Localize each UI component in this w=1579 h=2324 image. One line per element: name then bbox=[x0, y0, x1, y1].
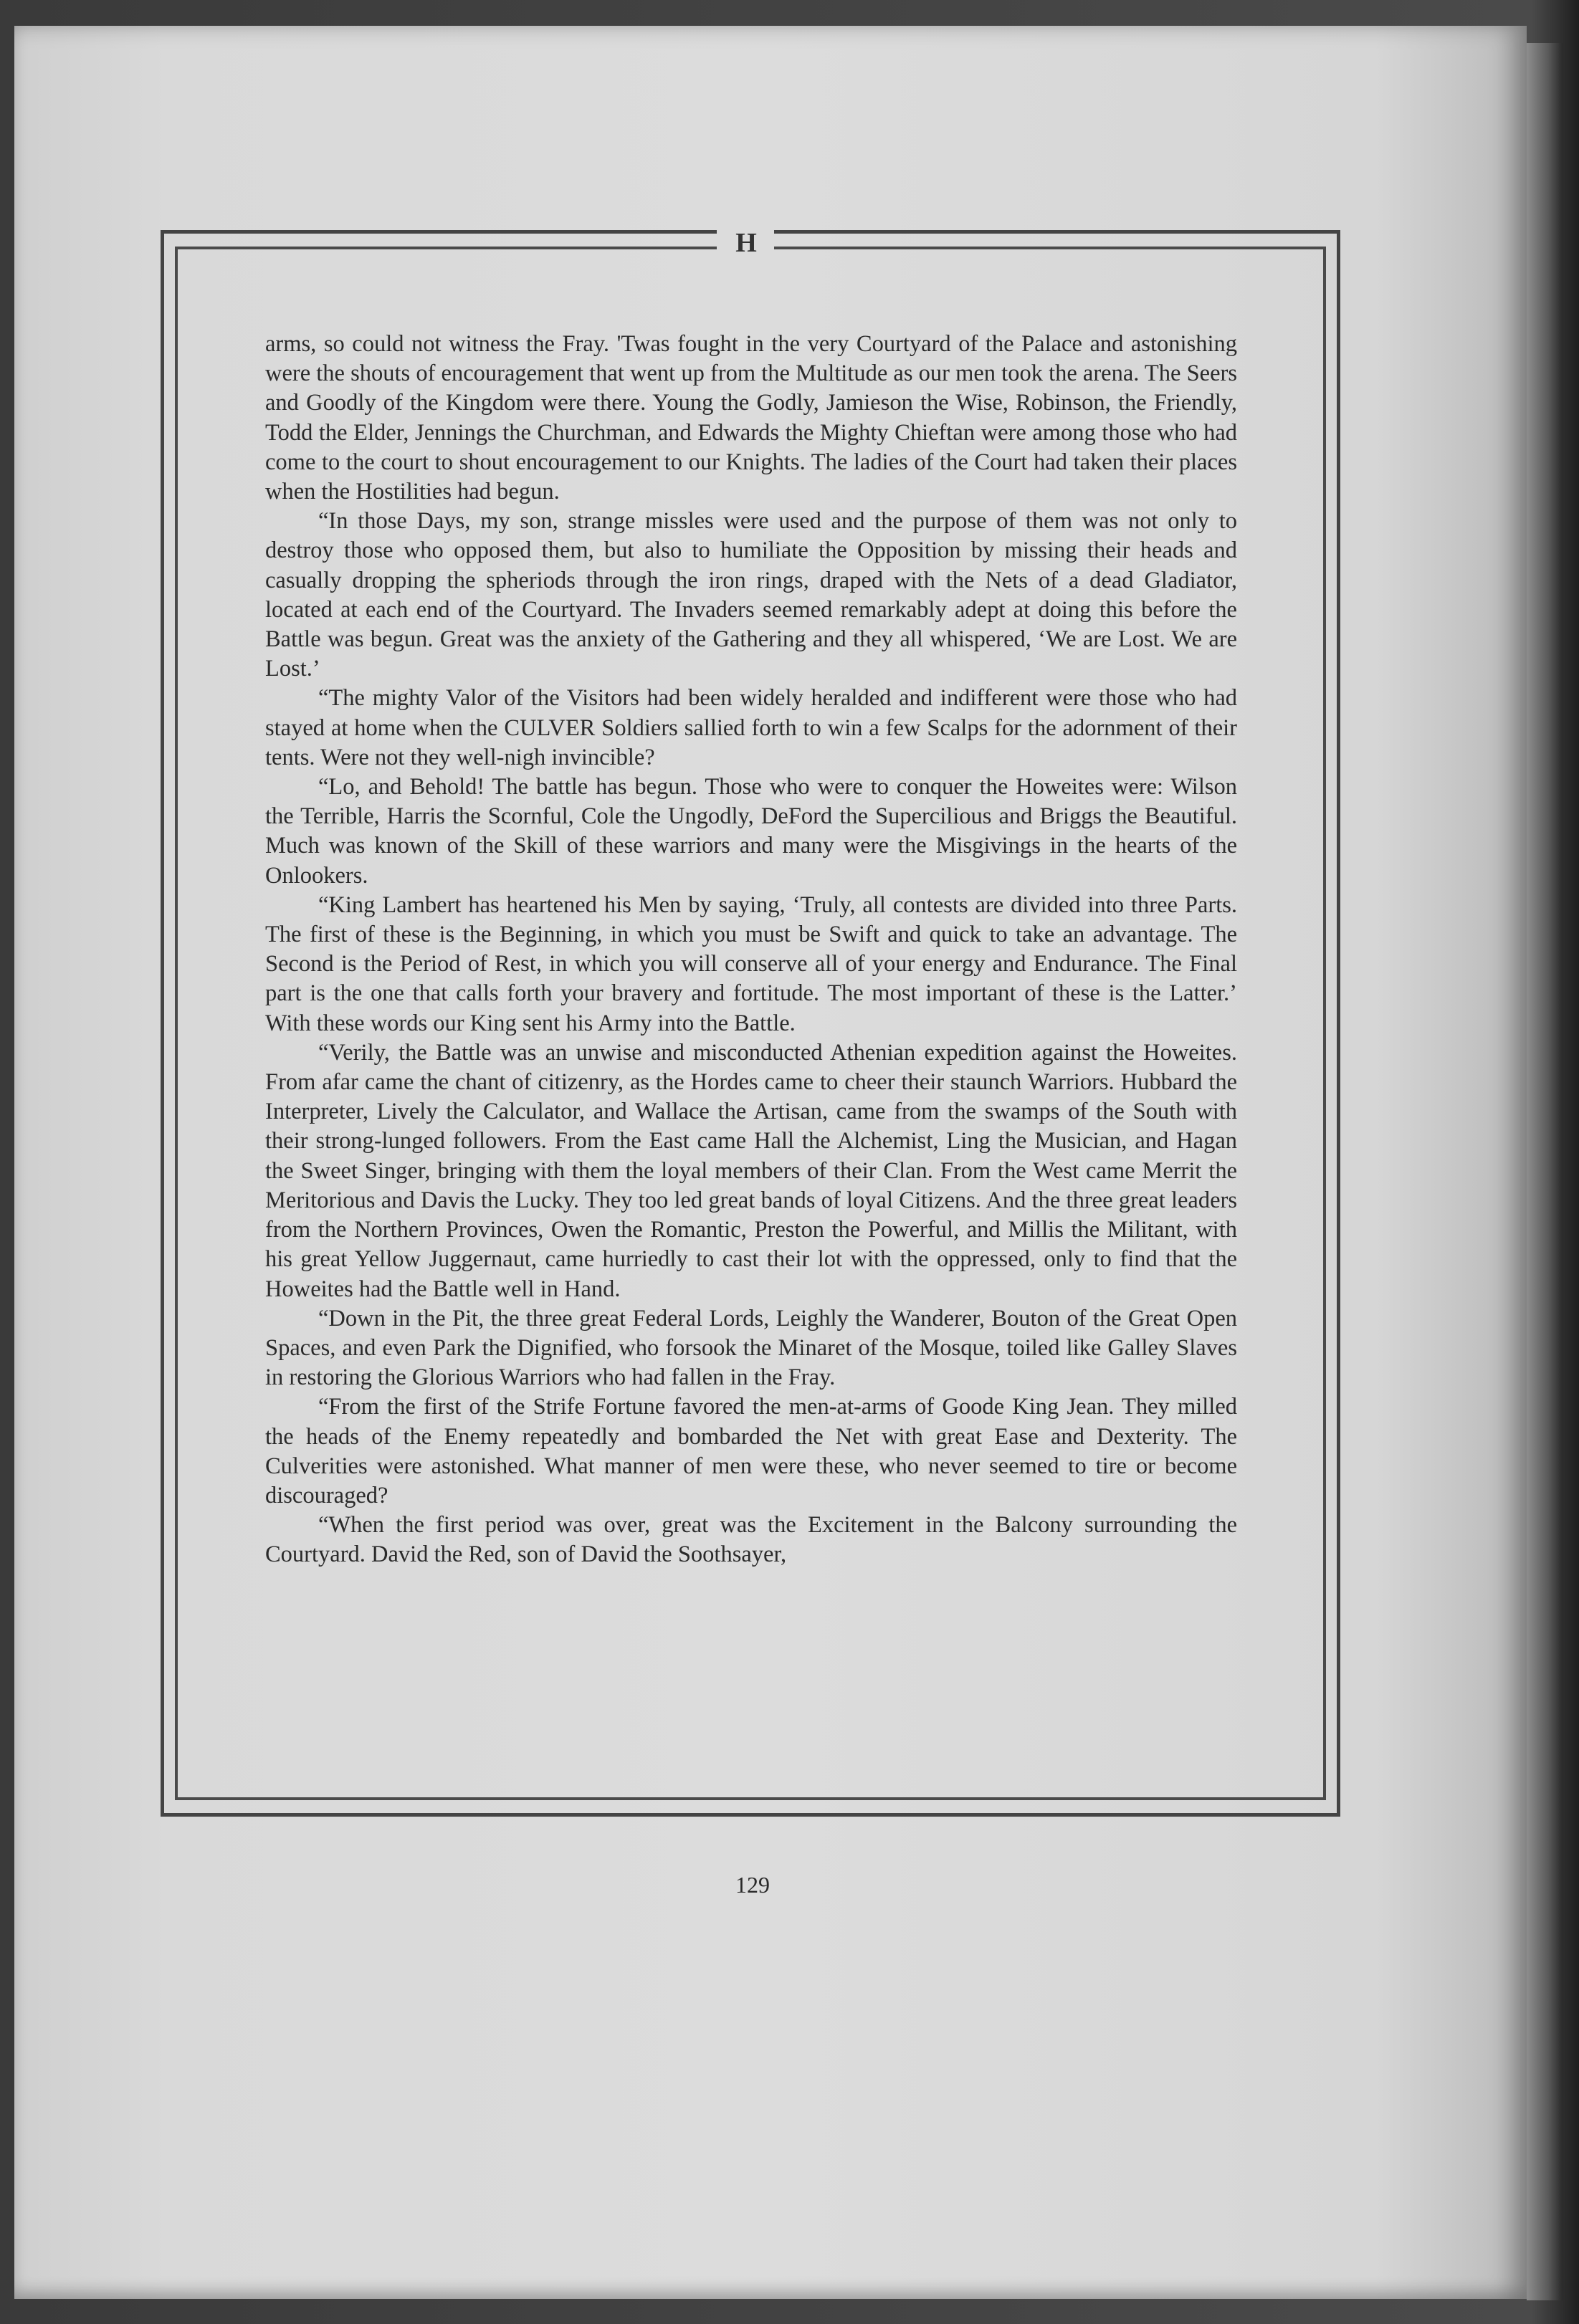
paragraph: “Verily, the Battle was an unwise and misconducted Athenian expedition against the Howeites. From afar came the chant of citizenry, as the Hordes came to cheer their staunch Warriors. Hubbard the Interpreter, Lively the Calculator, and Wallace the Artisan, came from the swamps of the South with their strong-lunged followers. From the East came Hall the Alchemist, Ling the Musician, and Hagan the Sweet Singer, bringing with them the loyal members of their Clan. From the West came Merrit the Meritorious and Davis the Lucky. They too led great bands of loyal Citizens. And the three great leaders from the Northern Provinces, Owen the Romantic, Preston the Powerful, and Millis the Militant, with his great Yellow Juggernaut, came hurriedly to cast their lot with the oppressed, only to find that the Howeites had the Battle well in Hand. bbox=[265, 1039, 1237, 1302]
paragraph: “From the first of the Strife Fortune favored the men-at-arms of Goode King Jean. They milled the heads of the Enemy repeatedly and bombarded the Net with great Ease and Dexterity. The Culverities were astonished. What manner of men were these, who never seemed to tire or become discouraged? bbox=[265, 1394, 1237, 1508]
page-body-text bbox=[265, 330, 1237, 1570]
paragraph: “When the first period was over, great was the Excitement in the Balcony surrounding the Courtyard. David the Red, son of David the Soothsayer, bbox=[265, 1512, 1237, 1568]
paragraph: “King Lambert has heartened his Men by saying, ‘Truly, all contests are divided into three Parts. The first of these is the Beginning, in which you must be Swift and quick to take an advantage. The Second is the Period of Rest, in which you will conserve all of your energy and Endurance. The Final part is the one that calls forth your bravery and fortitude. The most important of these is the Latter.’ With these words our King sent his Army into the Battle. bbox=[265, 891, 1237, 1036]
paragraph: “In those Days, my son, strange missles were used and the purpose of them was not only to destroy those who opposed them, but also to humiliate the Opposition by missing their heads and casually dropping the spheriods through the iron rings, draped with the Nets of a dead Gladiator, located at each end of the Courtyard. The Invaders seemed remarkably adept at doing this before the Battle was begun. Great was the anxiety of the Gathering and they all whispered, ‘We are Lost. We are Lost.’ bbox=[265, 508, 1237, 682]
paragraph: arms, so could not witness the Fray. 'Twas fought in the very Courtyard of the Palace and astonishing were the shouts of encouragement that went up from the Multitude as our men took the arena. The Seers and Goodly of the Kingdom were there. Young the Godly, Jamieson the Wise, Robinson, the Friendly, Todd the Elder, Jennings the Churchman, and Edwards the Mighty Chieftan were among those who had come to the court to shout encouragement to our Knights. The ladies of the Court had taken their places when the Hostilities had begun. bbox=[265, 331, 1237, 505]
paragraph: “The mighty Valor of the Visitors had been widely heralded and indifferent were those who had stayed at home when the CULVER Soldiers sallied forth to win a few Scalps for the adornment of their tents. Were not they well-nigh invincible? bbox=[265, 685, 1237, 770]
paragraph: “Lo, and Behold! The battle has begun. Those who were to conquer the Howeites were: Wilson the Terrible, Harris the Scornful, Cole the Ungodly, DeFord the Supercilious and Briggs the Beautiful. Much was known of the Skill of these warriors and many were the Misgivings in the hearts of the Onlookers. bbox=[265, 774, 1237, 889]
page-edge bbox=[1527, 43, 1563, 2300]
frame-monogram-ornament: H bbox=[717, 229, 774, 257]
page-number: 129 bbox=[735, 1872, 770, 1898]
paragraph: “Down in the Pit, the three great Federal Lords, Leighly the Wanderer, Bouton of the Great Open Spaces, and even Park the Dignified, who forsook the Minaret of the Mosque, toiled like Galley Slaves in restoring the Glorious Warriors who had fallen in the Fray. bbox=[265, 1305, 1237, 1391]
